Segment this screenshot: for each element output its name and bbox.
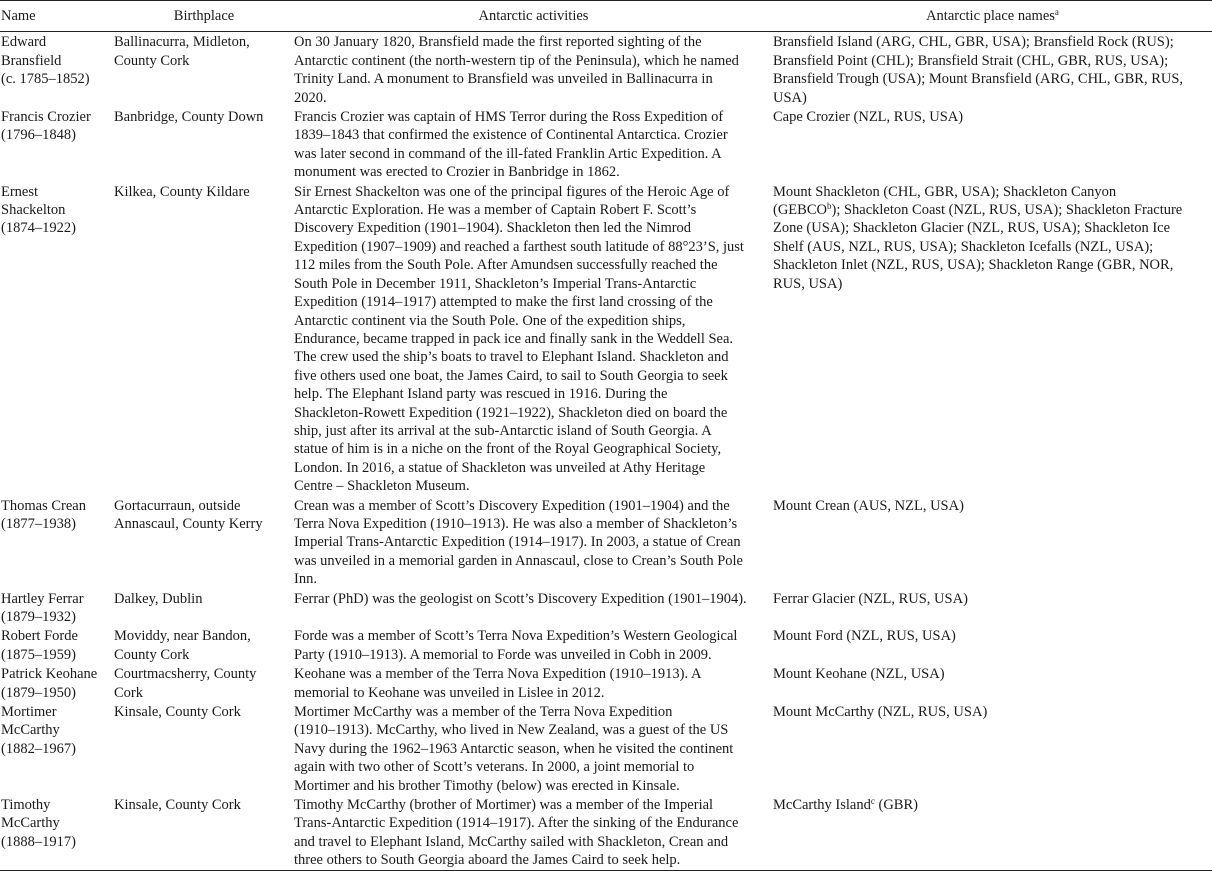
cell-activities — [294, 496, 773, 589]
name-line: (1882–1967) — [1, 740, 76, 757]
name-line: (1888–1917) — [1, 833, 76, 850]
name-line: (1877–1938) — [1, 515, 76, 532]
table-header-row — [0, 1, 1212, 32]
activities-line: three others to South Georgia aboard the James Caird to seek help. — [294, 852, 681, 869]
activities-line: Imperial Trans-Antarctic Expedition (1914–1917). In 2003, a statue of Crean — [294, 534, 741, 551]
activities-line: Centre – Shackleton Museum. — [294, 478, 470, 495]
name-line: Patrick Keohane — [1, 666, 98, 683]
activities-line: Antarctic Exploration. He was a member of Captain Robert F. Scott’s — [294, 202, 697, 219]
activities-line: 2020. — [294, 89, 327, 106]
table-row — [0, 664, 1212, 702]
place-names-fragment: McCarthy Island — [773, 797, 871, 814]
place-names-line: Mount Keohane (NZL, USA) — [773, 666, 945, 683]
cell-place-names — [773, 626, 1212, 664]
activities-line: 112 miles from the South Pole. After Amundsen successfully reached the — [294, 257, 718, 274]
cell-activities — [294, 32, 773, 107]
name-line: Robert Forde — [1, 628, 78, 645]
cell-birthplace — [114, 107, 294, 182]
place-names-line: Bransfield Trough (USA); Mount Bransfield (ARG, CHL, GBR, RUS, — [773, 71, 1184, 88]
activities-line: Timothy McCarthy (brother of Mortimer) was a member of the Imperial — [294, 797, 714, 814]
activities-line: Discovery Expedition (1901–1904). Shackleton then led the Nimrod — [294, 220, 692, 237]
activities-line: again with two other of Scott’s veterans. In 2000, a joint memorial to — [294, 759, 695, 776]
activities-line: Francis Crozier was captain of HMS Terror during the Ross Expedition of — [294, 109, 724, 126]
cell-place-names — [773, 795, 1212, 870]
activities-line: was later second in command of the ill-fated Franklin Artic Expedition. A — [294, 145, 722, 162]
cell-birthplace — [114, 496, 294, 589]
activities-line: Sir Ernest Shackelton was one of the principal figures of the Heroic Age of — [294, 183, 730, 200]
cell-name — [0, 664, 114, 702]
place-names-line: Mount Ford (NZL, RUS, USA) — [773, 628, 956, 645]
activities-line: The crew used the ship’s boats to travel to Elephant Island. Shackleton and — [294, 349, 729, 366]
name-line: Mortimer — [1, 704, 57, 721]
name-line: Francis Crozier — [1, 109, 91, 126]
activities-line: Crean was a member of Scott’s Discovery Expedition (1901–1904) and the — [294, 497, 730, 514]
activities-line: memorial to Keohane was unveiled in Lislee in 2012. — [294, 684, 605, 701]
cell-name — [0, 107, 114, 182]
table-row — [0, 32, 1212, 107]
cell-name — [0, 182, 114, 496]
place-names-line: USA) — [773, 89, 807, 106]
place-names-line: Mount Shackleton (CHL, GBR, USA); Shackleton Canyon — [773, 183, 1117, 200]
birthplace-line: Cork — [114, 684, 143, 701]
birthplace-line: Moviddy, near Bandon, — [114, 628, 251, 645]
cell-name — [0, 496, 114, 589]
name-line: (1796–1848) — [1, 127, 76, 144]
footnote-marker-c: c — [870, 796, 875, 807]
cell-place-names — [773, 702, 1212, 795]
footnote-marker-a: a — [1054, 7, 1059, 17]
cell-place-names — [773, 182, 1212, 496]
name-line: Edward — [1, 34, 47, 51]
name-line: Ernest — [1, 183, 39, 200]
place-names-line: Mount Crean (AUS, NZL, USA) — [773, 497, 964, 514]
activities-line: London. In 2016, a statue of Shackleton was unveiled at Athy Heritage — [294, 459, 706, 476]
birthplace-line: Gortacurraun, outside — [114, 497, 241, 514]
activities-line: Mortimer and his brother Timothy (below) was erected in Kinsale. — [294, 777, 680, 794]
activities-line: Trans-Antarctic Expedition (1914–1917). After the sinking of the Endurance — [294, 815, 739, 832]
table-row — [0, 795, 1212, 870]
birthplace-line: Kilkea, County Kildare — [114, 183, 250, 200]
header-place-names-text: Antarctic place names — [926, 8, 1055, 24]
cell-birthplace — [114, 702, 294, 795]
activities-line: Trinity Land. A monument to Bransfield was unveiled in Ballinacurra in — [294, 71, 713, 88]
activities-line: monument was erected to Crozier in Banbridge in 1862. — [294, 164, 620, 181]
cell-name — [0, 32, 114, 107]
place-names-fragment: ); Shackleton Coast (NZL, RUS, USA); Shackleton Fracture — [831, 202, 1183, 219]
cell-birthplace — [114, 664, 294, 702]
cell-activities — [294, 626, 773, 664]
place-names-line: Ferrar Glacier (NZL, RUS, USA) — [773, 590, 968, 607]
place-names-line: Bransfield Point (CHL); Bransfield Strait (CHL, GBR, RUS, USA); — [773, 52, 1169, 69]
cell-activities — [294, 702, 773, 795]
activities-line: Terra Nova Expedition (1910–1913). He was also a member of Shackleton’s — [294, 515, 738, 532]
cell-activities — [294, 589, 773, 627]
cell-activities — [294, 795, 773, 870]
name-line: (1875–1959) — [1, 646, 76, 663]
header-birthplace: Birthplace — [173, 8, 235, 24]
birthplace-line: Annascaul, County Kerry — [114, 515, 263, 532]
place-names-line: RUS, USA) — [773, 275, 843, 292]
cell-birthplace — [114, 795, 294, 870]
birthplace-line: Dalkey, Dublin — [114, 590, 203, 607]
cell-place-names — [773, 664, 1212, 702]
name-line: McCarthy — [1, 722, 60, 739]
activities-line: Inn. — [294, 571, 317, 588]
cell-activities — [294, 182, 773, 496]
place-names-line: Shelf (AUS, NZL, RUS, USA); Shackleton Icefalls (NZL, USA); — [773, 238, 1154, 255]
activities-line: Keohane was a member of the Terra Nova Expedition (1910–1913). A — [294, 666, 702, 683]
birthplace-line: Kinsale, County Cork — [114, 797, 241, 814]
cell-place-names — [773, 496, 1212, 589]
cell-name — [0, 795, 114, 870]
name-line: (1879–1932) — [1, 609, 76, 625]
birthplace-line: Courtmacsherry, County — [114, 666, 257, 683]
activities-line: five others used one boat, the James Caird, to sail to South Georgia to seek — [294, 367, 728, 384]
activities-line: Antarctic continent via the South Pole. One of the expedition ships, — [294, 312, 686, 329]
activities-line: Expedition (1914–1917) attempted to make the first land crossing of the — [294, 294, 713, 311]
place-names-line — [773, 796, 1212, 814]
table-row — [0, 589, 1212, 627]
activities-line: Navy during the 1962–1963 Antarctic season, when he visited the continent — [294, 740, 734, 757]
cell-place-names — [773, 32, 1212, 107]
table-row — [0, 182, 1212, 496]
table-row — [0, 626, 1212, 664]
activities-line: Forde was a member of Scott’s Terra Nova Expedition’s Western Geological — [294, 628, 738, 645]
cell-name — [0, 589, 114, 627]
activities-line: 1839–1843 that confirmed the existence of Continental Antarctica. Crozier — [294, 127, 728, 144]
name-line: (c. 1785–1852) — [1, 71, 90, 88]
activities-line: Endurance, became trapped in pack ice and finally sank in the Weddell Sea. — [294, 330, 734, 347]
place-names-line: Shackleton Inlet (NZL, RUS, USA); Shackleton Range (GBR, NOR, — [773, 257, 1174, 274]
cell-name — [0, 702, 114, 795]
name-line: (1874–1922) — [1, 220, 76, 237]
place-names-fragment: (GEBCO — [773, 202, 827, 219]
place-names-fragment: (GBR) — [874, 797, 918, 814]
birthplace-line: Ballinacurra, Midleton, — [114, 34, 250, 51]
name-line: Timothy — [1, 797, 51, 814]
place-names-line: Bransfield Island (ARG, CHL, GBR, USA); Bransfield Rock (RUS); — [773, 34, 1174, 51]
name-line: (1879–1950) — [1, 684, 76, 701]
cell-name — [0, 626, 114, 664]
activities-line: Shackleton-Rowett Expedition (1921–1922), Shackleton died on board the — [294, 404, 728, 421]
name-line: Bransfield — [1, 52, 62, 69]
header-name: Name — [1, 8, 36, 24]
activities-line: Expedition (1907–1909) and reached a farthest south latitude of 88°23’S, just — [294, 238, 744, 255]
footnote-marker-b: b — [826, 201, 832, 212]
place-names-line — [773, 201, 1212, 219]
birthplace-line: County Cork — [114, 52, 190, 69]
name-line: Hartley Ferrar — [1, 590, 84, 607]
activities-line: help. The Elephant Island party was rescued in 1916. During the — [294, 386, 668, 403]
activities-line: (1910–1913). McCarthy, who lived in New Zealand, was a guest of the US — [294, 722, 729, 739]
table-row — [0, 107, 1212, 182]
table-row — [0, 496, 1212, 589]
cell-place-names — [773, 107, 1212, 182]
activities-line: Antarctic continent (the north-western tip of the Peninsula), which he named — [294, 52, 739, 69]
activities-line: ship, just after its arrival at the sub-Antarctic island of South Georgia. A — [294, 422, 712, 439]
activities-line: and travel to Elephant Island, McCarthy sailed with Shackleton, Crean and — [294, 833, 729, 850]
activities-line: statue of him is in a niche on the front of the Royal Geographical Society, — [294, 441, 722, 458]
cell-birthplace — [114, 32, 294, 107]
cell-place-names — [773, 589, 1212, 627]
place-names-line: Mount McCarthy (NZL, RUS, USA) — [773, 704, 988, 721]
cell-activities — [294, 664, 773, 702]
activities-line: was unveiled in a memorial garden in Annascaul, close to Crean’s South Pole — [294, 552, 743, 569]
place-names-line: Zone (USA); Shackleton Glacier (NZL, RUS, USA); Shackleton Ice — [773, 220, 1171, 237]
cell-activities — [294, 107, 773, 182]
header-place-names — [773, 1, 1212, 32]
activities-line: Party (1910–1913). A memorial to Forde was unveiled in Cobh in 2009. — [294, 646, 712, 663]
table-row — [0, 702, 1212, 795]
name-line: Shackelton — [1, 202, 66, 219]
activities-line: Ferrar (PhD) was the geologist on Scott’s Discovery Expedition (1901–1904). — [294, 590, 747, 607]
activities-line: On 30 January 1820, Bransfield made the first reported sighting of the — [294, 34, 702, 51]
name-line: Thomas Crean — [1, 497, 86, 514]
activities-line: Mortimer McCarthy was a member of the Terra Nova Expedition — [294, 704, 673, 721]
place-names-line: Cape Crozier (NZL, RUS, USA) — [773, 109, 964, 126]
cell-birthplace — [114, 626, 294, 664]
birthplace-line: Banbridge, County Down — [114, 109, 264, 126]
name-line: McCarthy — [1, 815, 60, 832]
cell-birthplace — [114, 182, 294, 496]
header-activities: Antarctic activities — [478, 8, 589, 24]
birthplace-line: Kinsale, County Cork — [114, 704, 241, 721]
cell-birthplace — [114, 589, 294, 627]
activities-line: South Pole in December 1911, Shackleton’s Imperial Trans-Antarctic — [294, 275, 697, 292]
birthplace-line: County Cork — [114, 646, 190, 663]
